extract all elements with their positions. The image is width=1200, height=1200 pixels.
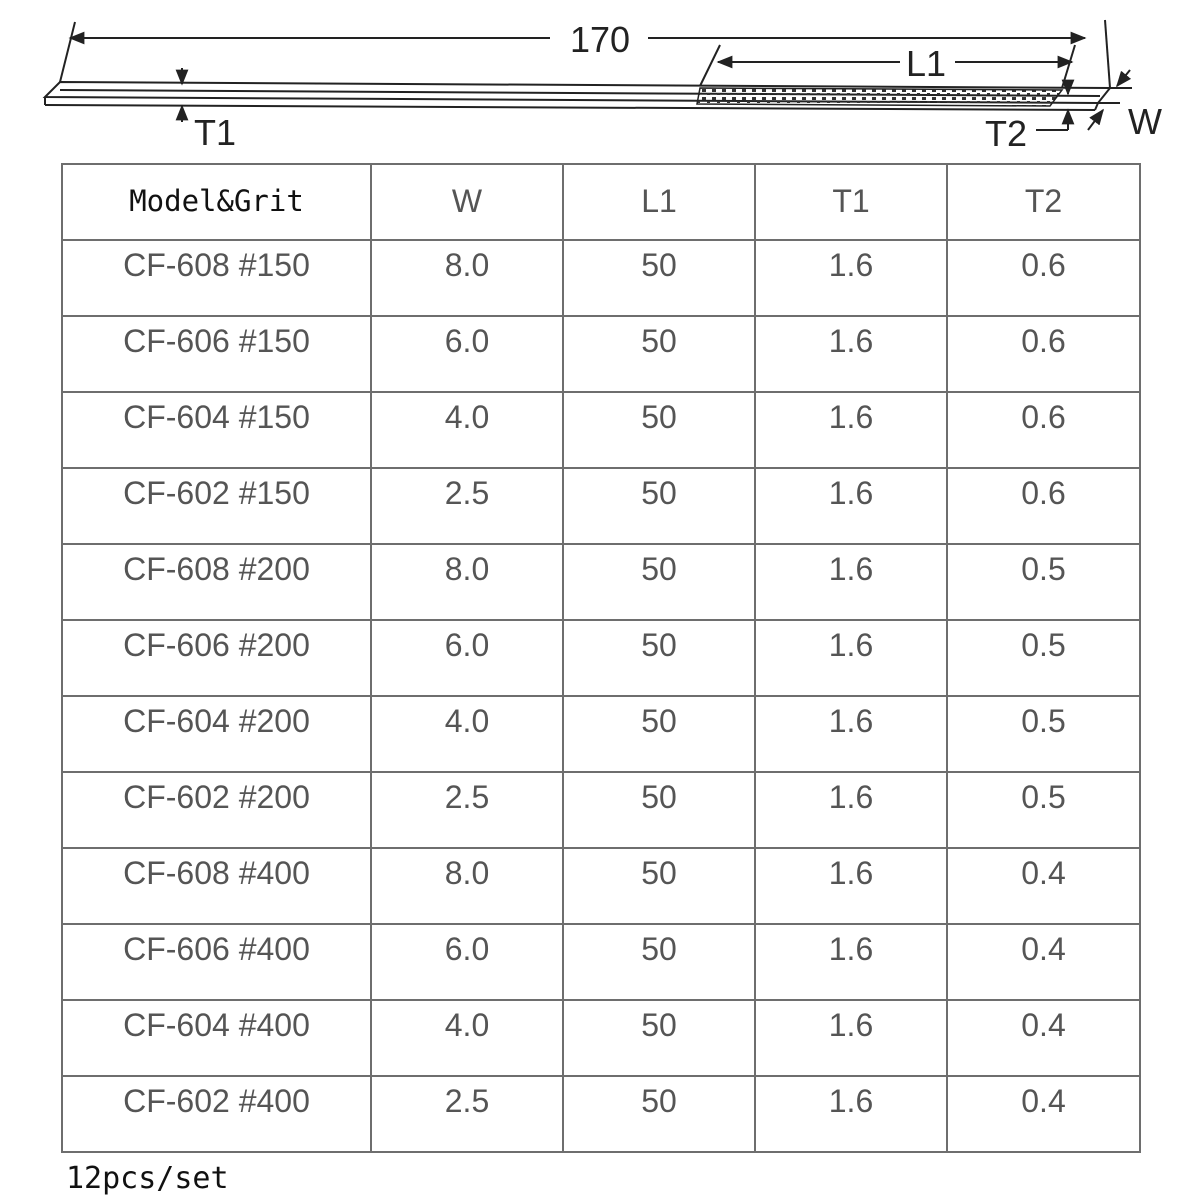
header-model-grit: Model&Grit bbox=[62, 164, 371, 240]
table-row bbox=[62, 696, 1140, 772]
table-body bbox=[62, 240, 1140, 1152]
cell-w: 8.0 bbox=[371, 240, 563, 316]
header-l1: L1 bbox=[563, 164, 755, 240]
grit-area bbox=[697, 88, 1062, 106]
cell-t2: 0.6 bbox=[947, 316, 1140, 392]
cell-w: 2.5 bbox=[371, 1076, 563, 1152]
cell-model-grit: CF-608 #400 bbox=[62, 848, 371, 924]
cell-w: 2.5 bbox=[371, 468, 563, 544]
cell-model-grit: CF-606 #150 bbox=[62, 316, 371, 392]
w-label: W bbox=[1128, 101, 1162, 142]
cell-t2: 0.5 bbox=[947, 620, 1140, 696]
cell-t1: 1.6 bbox=[755, 240, 947, 316]
pieces-per-set-note: 12pcs/set bbox=[66, 1161, 229, 1196]
cell-l1: 50 bbox=[563, 240, 755, 316]
cell-w: 6.0 bbox=[371, 620, 563, 696]
table-row bbox=[62, 316, 1140, 392]
cell-l1: 50 bbox=[563, 924, 755, 1000]
cell-t1: 1.6 bbox=[755, 848, 947, 924]
cell-model-grit: CF-602 #200 bbox=[62, 772, 371, 848]
cell-t2: 0.4 bbox=[947, 1076, 1140, 1152]
table-row bbox=[62, 240, 1140, 316]
cell-l1: 50 bbox=[563, 620, 755, 696]
cell-l1: 50 bbox=[563, 1076, 755, 1152]
cell-model-grit: CF-608 #200 bbox=[62, 544, 371, 620]
cell-w: 4.0 bbox=[371, 392, 563, 468]
cell-t1: 1.6 bbox=[755, 1076, 947, 1152]
table-header-row bbox=[62, 164, 1140, 240]
cell-w: 2.5 bbox=[371, 772, 563, 848]
header-t2: T2 bbox=[947, 164, 1140, 240]
cell-t1: 1.6 bbox=[755, 468, 947, 544]
cell-t2: 0.6 bbox=[947, 468, 1140, 544]
table-row bbox=[62, 544, 1140, 620]
cell-t1: 1.6 bbox=[755, 924, 947, 1000]
table-row bbox=[62, 620, 1140, 696]
header-w: W bbox=[371, 164, 563, 240]
table-row bbox=[62, 772, 1140, 848]
cell-t1: 1.6 bbox=[755, 772, 947, 848]
cell-t1: 1.6 bbox=[755, 620, 947, 696]
table-row bbox=[62, 1000, 1140, 1076]
table-row bbox=[62, 1076, 1140, 1152]
cell-t2: 0.6 bbox=[947, 240, 1140, 316]
spec-table bbox=[61, 163, 1141, 1153]
cell-l1: 50 bbox=[563, 696, 755, 772]
file-dimension-diagram bbox=[0, 0, 1200, 160]
cell-model-grit: CF-602 #400 bbox=[62, 1076, 371, 1152]
cell-model-grit: CF-608 #150 bbox=[62, 240, 371, 316]
cell-t2: 0.5 bbox=[947, 772, 1140, 848]
cell-t2: 0.4 bbox=[947, 848, 1140, 924]
cell-w: 4.0 bbox=[371, 696, 563, 772]
cell-t1: 1.6 bbox=[755, 696, 947, 772]
cell-w: 6.0 bbox=[371, 924, 563, 1000]
table-row bbox=[62, 468, 1140, 544]
cell-l1: 50 bbox=[563, 468, 755, 544]
cell-w: 8.0 bbox=[371, 544, 563, 620]
table-row bbox=[62, 924, 1140, 1000]
length-label: 170 bbox=[570, 19, 631, 60]
cell-t2: 0.5 bbox=[947, 696, 1140, 772]
table-row bbox=[62, 392, 1140, 468]
cell-t1: 1.6 bbox=[755, 316, 947, 392]
cell-t2: 0.4 bbox=[947, 1000, 1140, 1076]
table-row bbox=[62, 848, 1140, 924]
cell-t2: 0.4 bbox=[947, 924, 1140, 1000]
cell-l1: 50 bbox=[563, 392, 755, 468]
l1-label: L1 bbox=[906, 43, 947, 84]
cell-t1: 1.6 bbox=[755, 392, 947, 468]
cell-l1: 50 bbox=[563, 1000, 755, 1076]
t2-label: T2 bbox=[985, 113, 1028, 154]
cell-l1: 50 bbox=[563, 772, 755, 848]
cell-l1: 50 bbox=[563, 544, 755, 620]
cell-t2: 0.5 bbox=[947, 544, 1140, 620]
l1-dimension bbox=[700, 45, 1075, 88]
cell-w: 4.0 bbox=[371, 1000, 563, 1076]
t1-label: T1 bbox=[194, 112, 237, 153]
cell-t2: 0.6 bbox=[947, 392, 1140, 468]
cell-l1: 50 bbox=[563, 316, 755, 392]
cell-t1: 1.6 bbox=[755, 544, 947, 620]
header-t1: T1 bbox=[755, 164, 947, 240]
cell-w: 8.0 bbox=[371, 848, 563, 924]
cell-model-grit: CF-602 #150 bbox=[62, 468, 371, 544]
cell-model-grit: CF-604 #400 bbox=[62, 1000, 371, 1076]
cell-w: 6.0 bbox=[371, 316, 563, 392]
cell-model-grit: CF-604 #200 bbox=[62, 696, 371, 772]
cell-model-grit: CF-606 #400 bbox=[62, 924, 371, 1000]
cell-t1: 1.6 bbox=[755, 1000, 947, 1076]
cell-l1: 50 bbox=[563, 848, 755, 924]
cell-model-grit: CF-606 #200 bbox=[62, 620, 371, 696]
cell-model-grit: CF-604 #150 bbox=[62, 392, 371, 468]
